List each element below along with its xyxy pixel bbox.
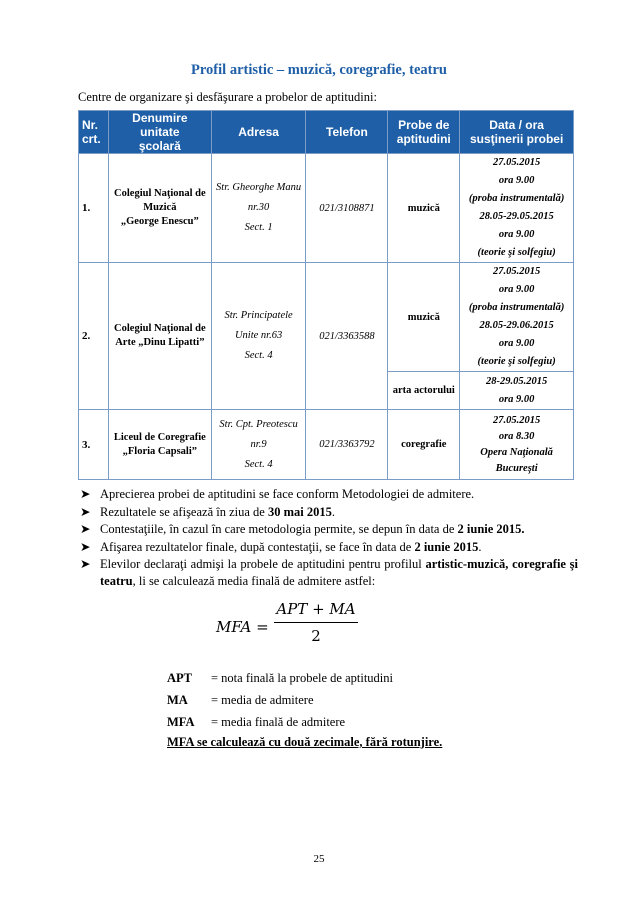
- header-date: Data / ora susţinerii probei: [460, 111, 574, 154]
- test-date: 28-29.05.2015 ora 9.00: [460, 372, 574, 410]
- arrow-bullet-icon: ➤: [80, 522, 91, 536]
- table-header-row: [79, 111, 574, 154]
- school-name: Colegiul Naţional de Arte „Dinu Lipatti”: [108, 263, 211, 410]
- definition-key: MFA: [167, 715, 195, 729]
- test-name: muzică: [388, 263, 460, 372]
- arrow-bullet-icon: ➤: [80, 504, 91, 519]
- list-item: ➤ Aprecierea probei de aptitudini se face conform Metodologiei de admitere.: [80, 487, 475, 501]
- header-nr: Nr. crt.: [79, 111, 109, 154]
- formula-numerator: APT + MA: [276, 600, 356, 618]
- formula-lhs: MFA =: [216, 618, 269, 636]
- header-address: Adresa: [211, 111, 306, 154]
- definition-key: APT: [167, 671, 192, 685]
- school-address: Str. Principatele Unite nr.63 Sect. 4: [211, 263, 306, 410]
- fraction-bar: [274, 622, 358, 623]
- definition-value: = nota finală la probele de aptitudini: [211, 671, 393, 685]
- list-item: ➤ Elevilor declaraţi admişi la probele de aptitudini pentru profilul artistic-muzică, coregrafie şi teatru, li se calculează media finală de admitere astfel:: [80, 557, 578, 588]
- table-row: [79, 410, 574, 480]
- header-unit: Denumire unitate şcolară: [108, 111, 211, 154]
- row-number: 1.: [79, 154, 109, 263]
- school-phone: 021/3363588: [306, 263, 388, 410]
- formula-denominator: 2: [311, 627, 321, 645]
- table-row: [79, 154, 574, 263]
- school-address: Str. Cpt. Preotescu nr.9 Sect. 4: [211, 410, 306, 480]
- centers-table: [78, 110, 574, 480]
- list-item: ➤ Afişarea rezultatelor finale, după contestaţii, se face în data de 2 iunie 2015.: [80, 539, 482, 554]
- header-tests: Probe de aptitudini: [388, 111, 460, 154]
- calculation-note: MFA se calculează cu două zecimale, fără rotunjire.: [167, 735, 443, 749]
- school-phone: 021/3108871: [306, 154, 388, 263]
- definition-key: MA: [167, 693, 188, 707]
- definition-value: = media finală de admitere: [211, 715, 346, 729]
- school-name: Colegiul Naţional de Muzică „George Enescu”: [108, 154, 211, 263]
- test-name: muzică: [388, 154, 460, 263]
- row-number: 3.: [79, 410, 109, 480]
- intro-text: Centre de organizare şi desfăşurare a probelor de aptitudini:: [78, 90, 377, 104]
- test-date: 27.05.2015 ora 9.00 (proba instrumentală) 28.05-29.05.2015 ora 9.00 (teorie şi solfegiu): [460, 154, 574, 263]
- rules-list: [78, 486, 578, 590]
- school-phone: 021/3363792: [306, 410, 388, 480]
- arrow-bullet-icon: ➤: [80, 539, 91, 554]
- header-phone: Telefon: [306, 111, 388, 154]
- table-row: [79, 263, 574, 372]
- arrow-bullet-icon: ➤: [80, 487, 91, 501]
- definition-value: = media de admitere: [211, 693, 314, 707]
- arrow-bullet-icon: ➤: [80, 557, 91, 571]
- test-name: coregrafie: [388, 410, 460, 480]
- school-name: Liceul de Coregrafie „Floria Capsali”: [108, 410, 211, 480]
- list-item: ➤ Rezultatele se afişează în ziua de 30 mai 2015.: [80, 504, 335, 519]
- school-address: Str. Gheorghe Manu nr.30 Sect. 1: [211, 154, 306, 263]
- list-item: ➤ Contestaţiile, în cazul în care metodologia permite, se depun în data de 2 iunie 2015.: [80, 522, 525, 536]
- formula-fraction: [274, 600, 358, 645]
- row-number: 2.: [79, 263, 109, 410]
- page-number: 25: [313, 853, 325, 865]
- test-name: arta actorului: [388, 372, 460, 410]
- page-title: Profil artistic – muzică, coregrafie, teatru: [191, 62, 447, 78]
- test-date: 27.05.2015 ora 8.30 Opera Naţională Bucureşti: [460, 410, 574, 480]
- test-date: 27.05.2015 ora 9.00 (proba instrumentală) 28.05-29.06.2015 ora 9.00 (teorie şi solfegiu): [460, 263, 574, 372]
